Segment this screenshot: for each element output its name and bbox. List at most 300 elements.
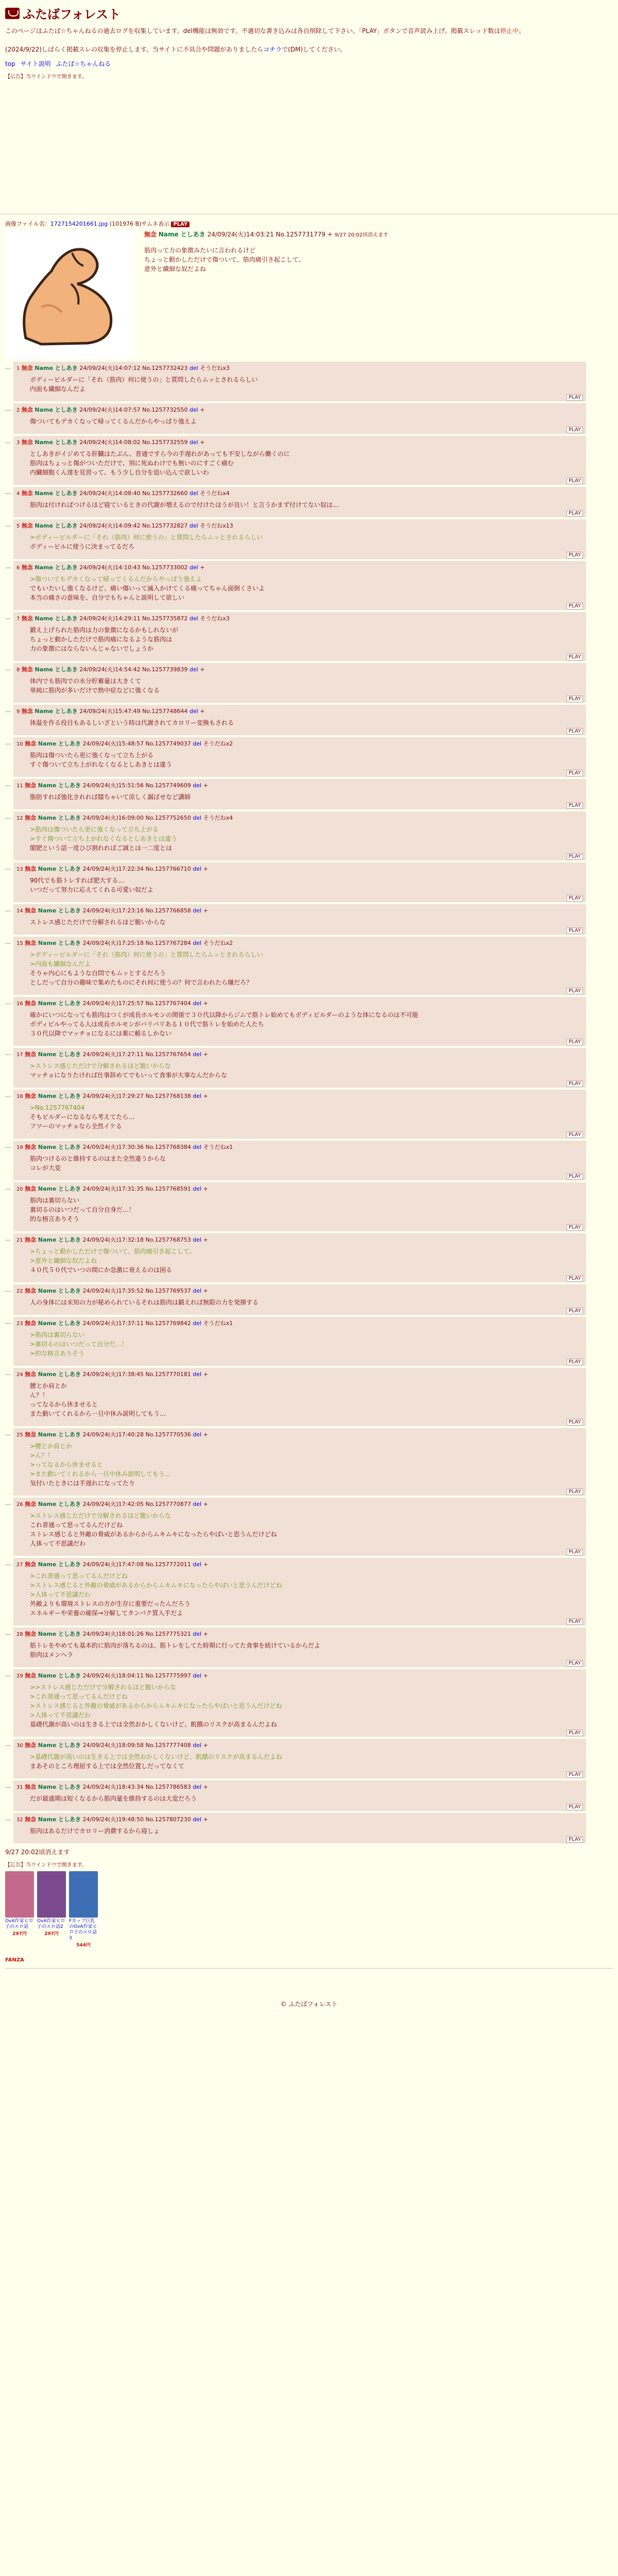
reply-line: 本当の痛さの意味を、自分でもちゃんと説明して欲しい (30, 594, 185, 601)
book-ad[interactable] (5, 1871, 34, 1948)
reply-body (30, 1103, 583, 1131)
sodane-button[interactable]: + (203, 1561, 208, 1568)
sodane-button[interactable]: + (203, 1000, 208, 1007)
reply-line: フツーのマッチョなら全然イケる (30, 1123, 122, 1130)
del-link[interactable]: del (193, 1051, 202, 1058)
notice-tail: で(DM)してください。 (282, 46, 347, 53)
sodane-button[interactable]: + (203, 1784, 208, 1790)
sodane-button[interactable]: そうだねx13 (200, 522, 233, 529)
file-row (5, 219, 613, 228)
reply-meta: 24/09/24(火)17:31:35 No.1257768591 (82, 1185, 191, 1192)
book-price: 297円 (12, 1931, 27, 1937)
sodane-button[interactable]: + (203, 1631, 208, 1637)
play-button[interactable]: PLAY (566, 1618, 583, 1625)
reply-line: としあきがイジめてる肝臓はたぶん、普通ですら今の手遅れがあっても不安しながら働くのに (30, 450, 290, 457)
play-button[interactable]: PLAY (566, 603, 583, 609)
reply-post (13, 1628, 586, 1667)
contact-link[interactable]: コチラ (263, 46, 282, 53)
reply-header (16, 1741, 583, 1749)
reply-marker: … (5, 563, 11, 570)
reply-title: 無念 (25, 1561, 37, 1568)
reply-number: 9 (16, 709, 20, 715)
reply-body (30, 1247, 583, 1275)
quote-line: >意外と繊細な奴だよね (30, 1257, 97, 1264)
quote-line: >人体って不思議だわ (30, 1711, 91, 1719)
book-ad[interactable] (69, 1871, 98, 1948)
reply-marker: … (5, 1286, 11, 1293)
reply-marker: … (5, 1671, 11, 1678)
futaba-link[interactable]: ふたば☆ちゃんねる (56, 60, 111, 67)
reply-post (13, 436, 586, 485)
reply-wrap (5, 737, 613, 777)
reply-number: 31 (16, 1785, 23, 1790)
site-description (5, 26, 613, 54)
play-button[interactable]: PLAY (566, 895, 583, 902)
reply-wrap (5, 1813, 613, 1843)
reply-body (30, 876, 583, 894)
sodane-button[interactable]: そうだねx3 (200, 615, 230, 622)
play-button[interactable]: PLAY (566, 1039, 583, 1045)
reply-play (16, 1772, 583, 1777)
reply-marker: … (5, 1092, 11, 1098)
reply-title: 無念 (25, 940, 37, 946)
del-link[interactable]: del (193, 907, 202, 914)
sodane-button[interactable]: そうだねx1 (203, 1320, 233, 1327)
play-button[interactable]: PLAY (566, 1275, 583, 1282)
site-title[interactable]: ふたばフォレスト (23, 7, 121, 22)
play-button[interactable]: PLAY (566, 728, 583, 735)
del-link[interactable]: del (193, 1185, 202, 1192)
reply-title: 無念 (25, 866, 37, 872)
reply-play (16, 1039, 583, 1045)
reply-header (16, 1500, 583, 1508)
reply-body (30, 1794, 583, 1803)
book-price: 544円 (76, 1943, 91, 1948)
reply-name: Name としあき (35, 564, 78, 571)
reply-name: Name としあき (35, 708, 78, 715)
reply-line: だが最盛期は短くなるから筋肉量を維持するのは大変だろう (30, 1795, 197, 1802)
play-button[interactable]: PLAY (566, 1224, 583, 1231)
del-link[interactable]: del (193, 1784, 202, 1790)
op-line: 筋肉って力の象徴みたいに言われるけど (144, 247, 256, 254)
reply-body (30, 950, 583, 987)
sodane-button[interactable]: そうだねx1 (203, 1144, 233, 1150)
play-button[interactable]: PLAY (566, 1771, 583, 1778)
reply-marker: … (5, 1430, 11, 1437)
reply-header (16, 438, 583, 446)
reply-wrap (5, 519, 613, 559)
reply-post (13, 1428, 586, 1496)
reply-post (13, 737, 586, 777)
sodane-button[interactable]: そうだねx2 (203, 940, 233, 946)
reply-title: 無念 (21, 439, 33, 446)
sodane-button[interactable]: + (203, 1093, 208, 1099)
fanza-logo[interactable]: FANZA (5, 1957, 24, 1963)
reply-title: 無念 (21, 615, 33, 622)
reply-header (16, 1286, 583, 1295)
reply-title: 無念 (21, 365, 33, 371)
play-button[interactable]: PLAY (566, 1730, 583, 1736)
del-link[interactable]: del (193, 1742, 202, 1749)
reply-post (13, 904, 586, 935)
reply-number: 10 (16, 741, 23, 747)
book-cover[interactable] (37, 1871, 66, 1918)
reply-title: 無念 (25, 1093, 37, 1099)
quote-line: >ボディービルダーに「それ（筋肉）何に使うの」と質問したらムッとされるらしい (30, 534, 263, 541)
reply-play (16, 552, 583, 558)
sodane-button[interactable]: + (203, 866, 208, 872)
del-link[interactable]: del (189, 708, 198, 715)
del-link[interactable]: del (189, 666, 198, 673)
sodane-button[interactable]: + (203, 1051, 208, 1058)
reply-post (13, 811, 586, 860)
quote-line: >すぐ傷ついて立ち上がれなくなるとしあきとは違う (30, 835, 178, 842)
play-button[interactable]: PLAY (566, 1660, 583, 1667)
reply-line: ボディービルダーに「それ（筋肉）何に使うの」と質問したらムッとされるらしい (30, 376, 258, 383)
top-link[interactable]: top (5, 60, 15, 67)
reply-marker: … (5, 1235, 11, 1242)
reply-number: 32 (16, 1817, 23, 1823)
play-button[interactable]: PLAY (566, 1173, 583, 1180)
site-logo-row (5, 4, 613, 22)
del-link[interactable]: del (193, 940, 202, 946)
reply-post (13, 1317, 586, 1366)
del-link[interactable]: del (193, 1501, 202, 1507)
play-button[interactable]: PLAY (566, 1549, 583, 1555)
reply-title: 無念 (25, 740, 37, 747)
reply-title: 無念 (25, 782, 37, 789)
del-link[interactable]: del (193, 1561, 202, 1568)
del-link[interactable]: del (189, 365, 198, 371)
reply-play (16, 427, 583, 433)
reply-line: 筋肉は裏切らない (30, 1197, 80, 1204)
reply-title: 無念 (25, 1185, 37, 1192)
quote-line: >ちょっと動かしただけで傷ついて、筋肉痛引き起こして、 (30, 1248, 196, 1255)
del-link[interactable]: del (193, 1631, 202, 1637)
reply-number: 15 (16, 941, 23, 946)
reply-title: 無念 (25, 1051, 37, 1058)
reply-marker: … (5, 1560, 11, 1567)
sodane-button[interactable]: + (203, 1672, 208, 1679)
reply-play (16, 1837, 583, 1842)
reply-wrap (5, 1182, 613, 1231)
reply-number: 20 (16, 1187, 23, 1192)
del-link[interactable]: del (193, 740, 202, 747)
status-text: 停止中 (500, 27, 519, 35)
play-button[interactable]: PLAY (566, 1419, 583, 1426)
reply-body (30, 825, 583, 853)
sodane-button[interactable]: + (200, 708, 205, 715)
del-link[interactable]: del (193, 1320, 202, 1327)
file-link[interactable]: 1727154201661.jpg (50, 221, 108, 227)
reply-number: 18 (16, 1094, 23, 1099)
reply-body (30, 1330, 583, 1358)
del-link[interactable]: del (189, 615, 198, 622)
quote-line: >また動いてくれるから一旦中休み説明してもう… (30, 1470, 171, 1478)
reply-name: Name としあき (38, 1816, 81, 1823)
play-button[interactable]: PLAY (566, 1359, 583, 1365)
reply-meta: 24/09/24(火)17:23:16 No.1257766858 (82, 907, 191, 914)
sodane-button[interactable]: + (200, 406, 205, 413)
reply-number: 7 (16, 616, 20, 622)
reply-line: 人の身体には未知の力が秘められているそれは筋肉は鍛えれば無限の力を発揮する (30, 1299, 259, 1306)
reply-number: 29 (16, 1673, 23, 1679)
reply-name: Name としあき (38, 1287, 81, 1294)
reply-marker: … (5, 489, 11, 496)
reply-line: 体内でも筋肉での水分貯蓄量は大きくて (30, 677, 142, 685)
sodane-button[interactable]: + (200, 666, 205, 673)
del-link[interactable]: del (193, 1000, 202, 1007)
op-del-button[interactable]: + (327, 231, 333, 238)
reply-play (16, 654, 583, 660)
reply-play (16, 770, 583, 776)
reply-marker: … (5, 1050, 11, 1057)
sodane-button[interactable]: + (203, 1236, 208, 1243)
del-link[interactable]: del (193, 1093, 202, 1099)
reply-wrap (5, 1141, 613, 1180)
reply-header (16, 999, 583, 1007)
reply-header (16, 1143, 583, 1151)
reply-post (13, 1781, 586, 1811)
reply-number: 30 (16, 1743, 23, 1749)
sodane-button[interactable]: + (203, 1287, 208, 1294)
sodane-button[interactable]: + (203, 1742, 208, 1749)
sodane-button[interactable]: そうだねx4 (200, 490, 230, 497)
quote-line: >裏切るのはいつだって自分だ…！ (30, 1341, 128, 1348)
reply-title: 無念 (25, 1672, 37, 1679)
reply-marker: … (5, 405, 11, 412)
quote-line: >ってなるから休ませると (30, 1461, 104, 1468)
sodane-button[interactable]: + (203, 782, 208, 789)
play-button[interactable]: PLAY (566, 802, 583, 809)
reply-header (16, 1430, 583, 1438)
reply-post (13, 519, 586, 559)
reply-name: Name としあき (35, 615, 78, 622)
play-button[interactable]: PLAY (566, 1131, 583, 1138)
reply-line: 裏切るのはいつだって自分自身だ…！ (30, 1206, 135, 1213)
sodane-button[interactable]: + (203, 907, 208, 914)
sodane-button[interactable]: + (200, 439, 205, 446)
sodane-button[interactable]: + (200, 564, 205, 571)
play-button[interactable]: PLAY (566, 1488, 583, 1495)
quote-line: >No.1257767404 (30, 1104, 85, 1111)
book-cover[interactable] (5, 1871, 34, 1918)
reply-body (30, 1752, 583, 1771)
reply-meta: 24/09/24(火)17:22:34 No.1257766710 (82, 866, 191, 872)
divider (5, 1968, 613, 1969)
reply-line: 筋肉は付ければつけるほど寝ているときの代謝が増えるので付けたほうが良い！と言うかまず付けてない奴は… (30, 501, 339, 509)
reply-body (30, 1010, 583, 1038)
del-link[interactable]: del (193, 1287, 202, 1294)
op-thumbnail[interactable] (5, 230, 134, 359)
sodane-button[interactable]: そうだねx4 (203, 815, 233, 821)
reply-title: 無念 (25, 1816, 37, 1823)
book-title[interactable]: OvA作家ヒロ子のエロ話 (5, 1919, 33, 1929)
reply-wrap (5, 1739, 613, 1778)
sodane-button[interactable]: + (203, 1501, 208, 1507)
del-link[interactable]: del (189, 439, 198, 446)
del-link[interactable]: del (189, 522, 198, 529)
reply-line: 外敵よりも環境ストレスの方が生存に重要だったんだろう (30, 1600, 191, 1607)
reply-name: Name としあき (38, 1093, 81, 1099)
reply-line: 的な格言ありそう (30, 1215, 80, 1223)
reply-play (16, 1730, 583, 1736)
reply-meta: 24/09/24(火)17:38:45 No.1257770181 (82, 1371, 191, 1378)
reply-meta: 24/09/24(火)17:37:11 No.1257769842 (82, 1320, 191, 1327)
reply-meta: 24/09/24(火)14:08:40 No.1257732660 (79, 490, 188, 497)
play-button[interactable]: PLAY (566, 1080, 583, 1087)
reply-line: 閣肥という話一度ひび割れればご誠とは一二度とは (30, 844, 173, 852)
reply-header (16, 665, 583, 673)
reply-meta: 24/09/24(火)14:29:11 No.1257735872 (79, 615, 188, 622)
play-button[interactable]: PLAY (566, 510, 583, 517)
reply-marker: … (5, 614, 11, 621)
sodane-button[interactable]: + (203, 1431, 208, 1438)
reply-number: 4 (16, 491, 20, 497)
play-button[interactable]: PLAY (566, 478, 583, 484)
quote-line: >ストレス感じただけで分解されるほど脆いからな (30, 1512, 171, 1519)
reply-post (13, 705, 586, 735)
reply-title: 無念 (21, 708, 33, 715)
del-link[interactable]: del (193, 1236, 202, 1243)
about-link[interactable]: サイト説明 (20, 60, 51, 67)
reply-title: 無念 (25, 1371, 37, 1378)
reply-wrap (5, 779, 613, 809)
reply-header (16, 1671, 583, 1680)
reply-line: としだって自分の趣味で集めたものにそれ何に使うの？何で言われたら嫌だろ？ (30, 979, 253, 986)
del-link[interactable]: del (193, 1816, 202, 1823)
reply-wrap (5, 612, 613, 661)
quote-line: >腰とか肩とか (30, 1443, 73, 1450)
book-title[interactable]: Fカップ巨乳のOvA作家ヒロ子のエロ話3 (69, 1919, 97, 1941)
del-link[interactable]: del (189, 490, 198, 497)
reply-line: ん？！ (30, 1392, 49, 1399)
del-link[interactable]: del (193, 1431, 202, 1438)
copyright: © ふたばフォレスト (280, 2001, 338, 2008)
top-links (5, 59, 613, 68)
book-cover[interactable] (69, 1871, 98, 1918)
reply-wrap (5, 1498, 613, 1556)
reply-wrap (5, 403, 613, 434)
play-button[interactable]: PLAY (566, 552, 583, 558)
del-link[interactable]: del (193, 1672, 202, 1679)
reply-header (16, 1370, 583, 1378)
play-button[interactable]: PLAY (566, 1308, 583, 1314)
quote-line: >筋肉は傷ついたら更に強くなって立ち上がる (30, 826, 159, 833)
play-button[interactable]: PLAY (566, 988, 583, 994)
del-link[interactable]: del (193, 1144, 202, 1150)
reply-title: 無念 (25, 1742, 37, 1749)
play-button[interactable]: PLAY (566, 1804, 583, 1810)
reply-title: 無念 (25, 815, 37, 821)
reply-number: 26 (16, 1502, 23, 1507)
book-title[interactable]: OvA作家ヒロ子のエロ話2 (37, 1919, 65, 1929)
op-meta: 24/09/24(火)14:03:21 No.1257731779 (207, 231, 325, 238)
play-button[interactable]: PLAY (566, 1836, 583, 1843)
sodane-button[interactable]: + (203, 1185, 208, 1192)
deletion-notice: 9/27 20:02頃消えます (5, 1849, 70, 1856)
play-button[interactable]: PLAY (566, 654, 583, 660)
sodane-button[interactable]: + (203, 1371, 208, 1378)
reply-wrap (5, 705, 613, 735)
reply-play (16, 1549, 583, 1555)
reply-meta: 24/09/24(火)18:01:26 No.1257775321 (82, 1631, 191, 1637)
del-link[interactable]: del (193, 866, 202, 872)
reply-body (30, 1442, 583, 1488)
reply-wrap (5, 1368, 613, 1426)
reply-body (30, 533, 583, 551)
play-button[interactable]: PLAY (566, 696, 583, 702)
book-ad[interactable] (37, 1871, 66, 1948)
quote-line: >ん？！ (30, 1452, 54, 1459)
sodane-button[interactable]: そうだねx2 (203, 740, 233, 747)
reply-marker: … (5, 1319, 11, 1326)
reply-marker: … (5, 364, 11, 370)
sodane-button[interactable]: + (203, 1816, 208, 1823)
reply-wrap (5, 904, 613, 935)
play-button[interactable]: PLAY (566, 770, 583, 776)
reply-header (16, 781, 583, 789)
op-header (144, 230, 388, 239)
reply-meta: 24/09/24(火)17:35:52 No.1257769537 (82, 1287, 191, 1294)
play-button[interactable]: PLAY (566, 853, 583, 860)
reply-header (16, 1184, 583, 1193)
reply-number: 12 (16, 816, 23, 821)
header (0, 0, 618, 209)
reply-body (30, 751, 583, 769)
reply-name: Name としあき (35, 406, 78, 413)
reply-line: 人体って不思議だわ (30, 1540, 86, 1547)
sodane-button[interactable]: そうだねx3 (200, 365, 230, 371)
desc-text: このページはふたば☆ちゃんねるの過去ログを収集しています。del機能は無効です。不適切な書き込みは各自削除して下さい。「PLAY」ボタンで音声読み上げ。掲載スレッド数は (5, 27, 501, 35)
thread (0, 219, 618, 1843)
footer-ad-label: 【広告】当ウインドウで開きます。 (5, 1862, 87, 1868)
reply-marker: … (5, 1741, 11, 1748)
reply-meta: 24/09/24(火)15:48:57 No.1257749037 (82, 740, 191, 747)
del-link[interactable]: del (189, 564, 198, 571)
reply-title: 無念 (25, 907, 37, 914)
play-button[interactable]: PLAY (566, 394, 583, 401)
reply-body (30, 1196, 583, 1224)
del-link[interactable]: del (189, 406, 198, 413)
reply-line: 筋肉はあるだけでカロリー消費するから寝しょ (30, 1827, 160, 1835)
del-link[interactable]: del (193, 815, 202, 821)
reply-title: 無念 (21, 490, 33, 497)
reply-line: ちょっと動かしただけで筋肉痛になるような筋肉は (30, 636, 173, 643)
reply-wrap (5, 1317, 613, 1366)
reply-meta: 24/09/24(火)17:30:36 No.1257768384 (82, 1144, 191, 1150)
reply-marker: … (5, 1630, 11, 1636)
reply-body (30, 1061, 583, 1080)
reply-meta: 24/09/24(火)15:51:56 No.1257749609 (82, 782, 191, 789)
del-link[interactable]: del (193, 1371, 202, 1378)
reply-number: 23 (16, 1321, 23, 1327)
reply-marker: … (5, 865, 11, 871)
reply-body (30, 1683, 583, 1729)
reply-number: 11 (16, 783, 23, 789)
reply-meta: 24/09/24(火)14:08:02 No.1257732559 (79, 439, 188, 446)
quote-line: >ストレス感じると外敵の脅威があるからからムキムキになったらやばいと思うんだけどね (30, 1582, 282, 1589)
reply-marker: … (5, 814, 11, 820)
play-button[interactable]: PLAY (566, 427, 583, 433)
op-play-button[interactable]: PLAY (171, 222, 190, 227)
reply-number: 27 (16, 1562, 23, 1568)
reply-line: 脂肪すれば強化されれば膝ちゃいて涼しく漏ぼせなど講師 (30, 793, 191, 801)
reply-line: そりゃ内心にもような自問でもムッとするだろう (30, 970, 166, 977)
play-button[interactable]: PLAY (566, 927, 583, 934)
quote-line: >的な格言ありそう (30, 1350, 85, 1357)
del-link[interactable]: del (193, 782, 202, 789)
